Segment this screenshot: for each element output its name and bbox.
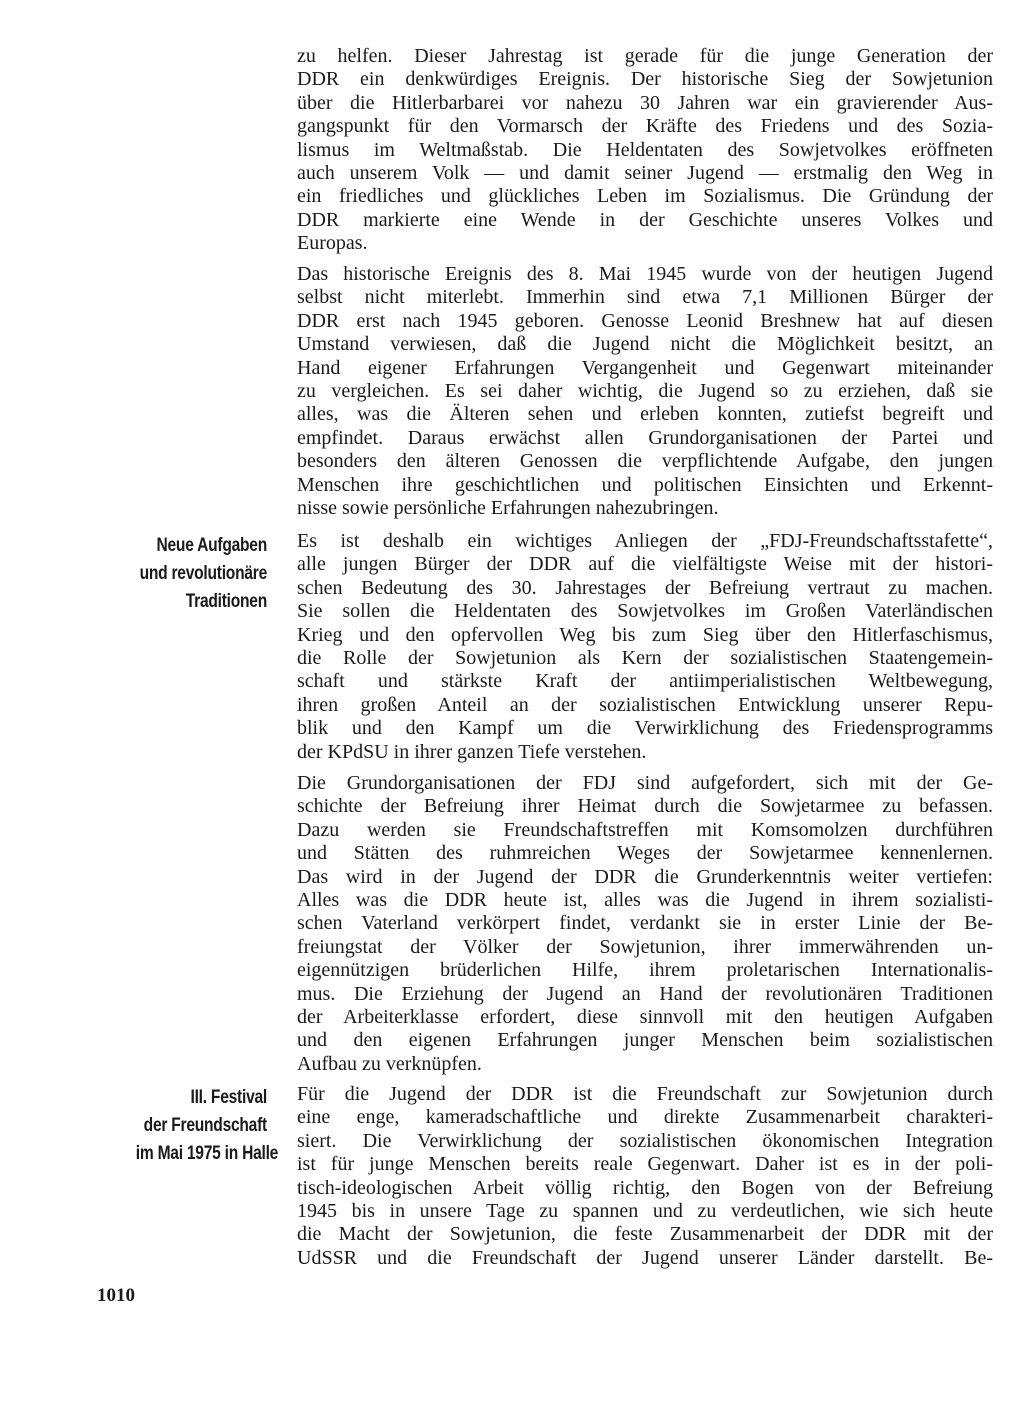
text-line: DDR erst nach 1945 geboren. Genosse Leonid Breshnew hat auf diesen (297, 309, 993, 332)
text-line: ein friedliches und glückliches Leben im Sozialismus. Die Gründung der (297, 185, 993, 208)
text-line: die Macht der Sowjetunion, die feste Zusammenarbeit der DDR mit der (297, 1223, 993, 1246)
text-line: Es ist deshalb ein wichtiges Anliegen der „FDJ-Freundschaftsstafette“, (297, 530, 993, 552)
text-line: ist für junge Menschen bereits reale Gegenwart. Daher ist es in der poli- (297, 1153, 993, 1176)
text-line: alles, was die Älteren sehen und erleben konnten, zutiefst begreift und (297, 403, 993, 426)
text-line: schaft und stärkste Kraft der antiimperialistischen Weltbewegung, (297, 670, 993, 693)
paragraph-2 (297, 263, 993, 520)
text-line: Die Grundorganisationen der FDJ sind aufgefordert, sich mit der Ge- (297, 772, 993, 794)
text-line: Menschen ihre geschichtlichen und politischen Einsichten und Erkennt- (297, 473, 993, 496)
text-line: UdSSR und die Freundschaft der Jugend unserer Länder darstellt. Be- (297, 1246, 993, 1269)
text-line: die Rolle der Sowjetunion als Kern der sozialistischen Staatengemein- (297, 647, 993, 670)
text-line: nisse sowie persönliche Erfahrungen nahezubringen. (297, 497, 719, 520)
text-line: Sie sollen die Heldentaten des Sowjetvolkes im Großen Vaterländischen (297, 600, 993, 623)
text-line: Für die Jugend der DDR ist die Freundschaft zur Sowjetunion durch (297, 1083, 993, 1105)
text-line: Das historische Ereignis des 8. Mai 1945 wurde von der heutigen Jugend (297, 263, 993, 285)
text-line: und den eigenen Erfahrungen junger Menschen beim sozialistischen (297, 1029, 993, 1052)
text-line: Aufbau zu verknüpfen. (297, 1052, 482, 1075)
paragraph-3 (297, 530, 993, 764)
text-line: zu vergleichen. Es sei daher wichtig, die Jugend so zu erziehen, daß sie (297, 380, 993, 403)
text-line: schen Bedeutung des 30. Jahrestages der Befreiung vertraut zu machen. (297, 576, 993, 599)
side-heading-line: der Freundschaft (143, 1115, 267, 1136)
text-line: besonders den älteren Genossen die verpflichtende Aufgabe, den jungen (297, 450, 993, 473)
text-line: Alles was die DDR heute ist, alles was die Jugend in ihrem sozialisti- (297, 889, 993, 912)
text-line: 1945 bis in unsere Tage zu spannen und zu verdeutlichen, wie sich heute (297, 1200, 993, 1223)
text-line: Das wird in der Jugend der DDR die Grunderkenntnis weiter vertiefen: (297, 865, 993, 888)
text-line: Dazu werden sie Freundschaftstreffen mit Komsomolzen durchführen (297, 818, 993, 841)
text-line: tisch-ideologischen Arbeit völlig richtig, den Bogen von der Befreiung (297, 1176, 993, 1199)
text-line: Europas. (297, 232, 368, 255)
text-line: Krieg und den opfervollen Weg bis zum Sieg über den Hitlerfaschismus, (297, 623, 993, 646)
paragraph-5 (297, 1083, 993, 1270)
text-line: DDR ein denkwürdiges Ereignis. Der historische Sieg der Sowjetunion (297, 68, 993, 91)
side-heading-line: III. Festival (190, 1087, 267, 1108)
paragraph-1 (297, 45, 993, 256)
side-heading-line: im Mai 1975 in Halle (135, 1143, 279, 1164)
text-line: ihren großen Anteil an der sozialistischen Entwicklung unserer Repu- (297, 693, 993, 716)
text-line: eigennützigen brüderlichen Hilfe, ihrem proletarischen Internationalis- (297, 959, 993, 982)
text-line: schen Vaterland verkörpert findet, verdankt sie in erster Linie der Be- (297, 912, 993, 935)
side-heading-line: und revolutionäre (139, 563, 267, 584)
text-line: und Stätten des ruhmreichen Weges der Sowjetarmee kennenlernen. (297, 842, 993, 865)
text-line: alle jungen Bürger der DDR auf die vielfältigste Weise mit der histori- (297, 553, 993, 576)
text-line: selbst nicht miterlebt. Immerhin sind etwa 7,1 Millionen Bürger der (297, 286, 993, 309)
text-line: blik und den Kampf um die Verwirklichung des Friedensprogramms (297, 717, 993, 740)
text-line: freiungstat der Völker der Sowjetunion, ihrer immerwährenden un- (297, 935, 993, 958)
text-line: auch unserem Volk — und damit seiner Jugend — erstmalig den Weg in (297, 162, 993, 185)
text-line: der KPdSU in ihrer ganzen Tiefe verstehen. (297, 740, 647, 763)
text-line: empfindet. Daraus erwächst allen Grundorganisationen der Partei und (297, 426, 993, 449)
side-heading-festival (135, 1084, 279, 1168)
text-line: mus. Die Erziehung der Jugend an Hand der revolutionären Traditionen (297, 982, 993, 1005)
side-heading-neue-aufgaben (136, 532, 267, 616)
side-heading-line: Traditionen (185, 591, 267, 612)
paragraph-4 (297, 772, 993, 1076)
text-line: zu helfen. Dieser Jahrestag ist gerade für die junge Generation der (297, 45, 993, 67)
text-line: Umstand verwiesen, daß die Jugend nicht die Möglichkeit besitzt, an (297, 333, 993, 356)
page-number: 1010 (97, 1285, 135, 1306)
text-line: der Arbeiterklasse erfordert, diese sinnvoll mit den heutigen Aufgaben (297, 1006, 993, 1029)
side-heading-line: Neue Aufgaben (156, 535, 267, 556)
text-line: DDR markierte eine Wende in der Geschichte unseres Volkes und (297, 208, 993, 231)
text-line: schichte der Befreiung ihrer Heimat durch die Sowjetarmee zu befassen. (297, 795, 993, 818)
text-line: lismus im Weltmaßstab. Die Heldentaten des Sowjetvolkes eröffneten (297, 138, 993, 161)
text-line: eine enge, kameradschaftliche und direkte Zusammenarbeit charakteri- (297, 1106, 993, 1129)
text-line: Hand eigener Erfahrungen Vergangenheit und Gegenwart miteinander (297, 356, 993, 379)
text-line: über die Hitlerbarbarei vor nahezu 30 Jahren war ein gravierender Aus- (297, 91, 993, 114)
text-line: gangspunkt für den Vormarsch der Kräfte des Friedens und des Sozia- (297, 115, 993, 138)
text-line: siert. Die Verwirklichung der sozialistischen ökonomischen Integration (297, 1129, 993, 1152)
